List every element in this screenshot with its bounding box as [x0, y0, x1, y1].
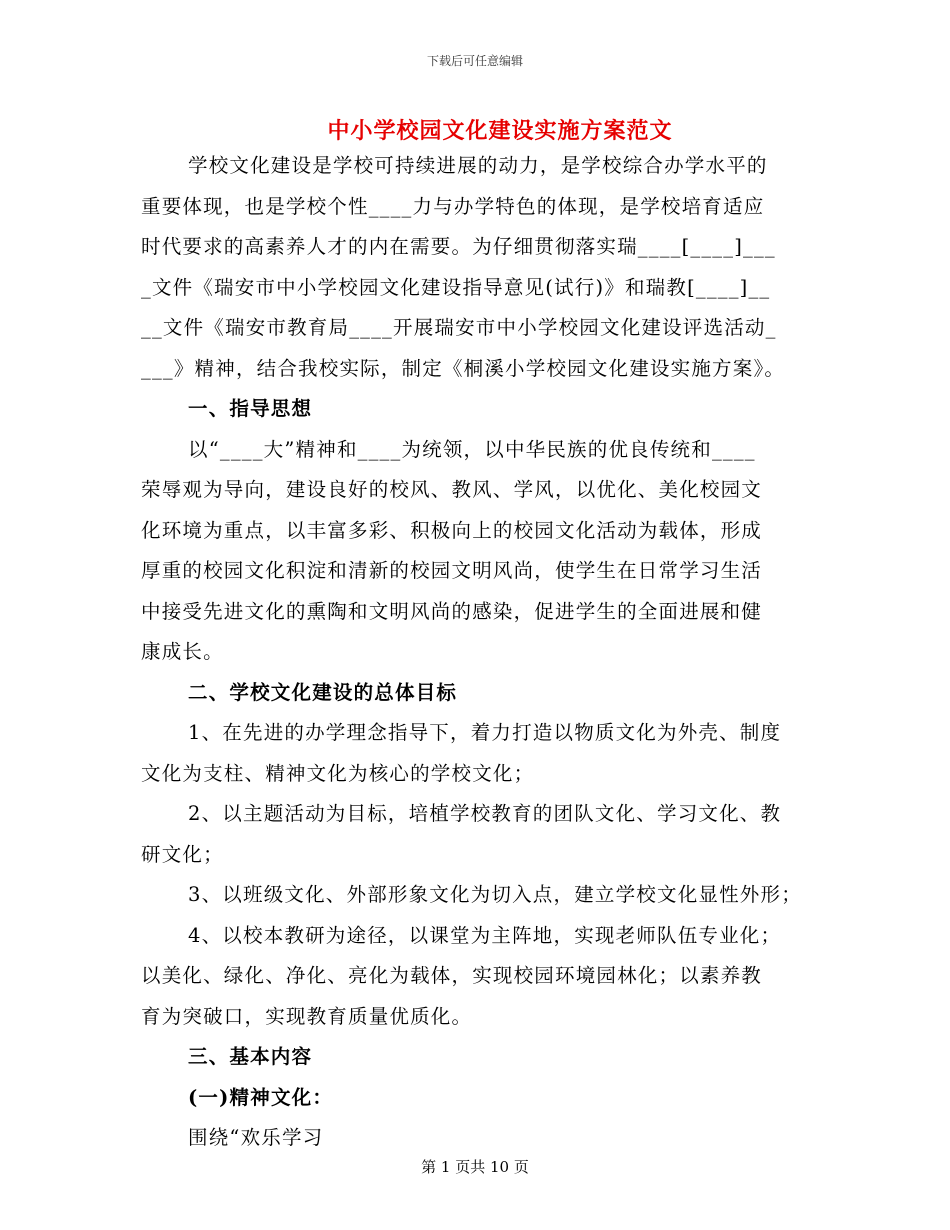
paragraph-line: 以美化、绿化、净化、亮化为载体，实现校园环境园林化；以素养教 — [141, 964, 763, 987]
page-footer: 第 1 页共 10 页 — [421, 1158, 529, 1176]
paragraph-line: 研文化； — [141, 842, 224, 866]
paragraph-line: _文件《瑞安市中小学校园文化建设指导意见(试行)》和瑞教[____]__ — [141, 275, 771, 299]
paragraph-line: 3、以班级文化、外部形象文化为切入点，建立学校文化显性外形； — [188, 883, 802, 906]
paragraph-line: 以“____大”精神和____为统领，以中华民族的优良传统和____ — [188, 437, 756, 461]
paragraph-line: 围绕“欢乐学习 — [188, 1126, 324, 1149]
paragraph-line: 学校文化建设是学校可持续进展的动力，是学校综合办学水平的 — [188, 154, 768, 177]
paragraph-line: 康成长。 — [141, 640, 224, 663]
paragraph-line: 重要体现，也是学校个性____力与办学特色的体现，是学校培育适应 — [141, 194, 765, 218]
paragraph-line: 时代要求的高素养人才的内在需要。为仔细贯彻落实瑞____[____]___ — [141, 235, 776, 258]
paragraph-line: __文件《瑞安市教育局____开展瑞安市中小学校园文化建设评选活动_ — [141, 316, 777, 339]
section-heading: 二、学校文化建设的总体目标 — [188, 680, 458, 704]
page-header: 下载后可任意编辑 — [426, 54, 523, 68]
document-body — [141, 146, 821, 1159]
document-title: 中小学校园文化建设实施方案范文 — [327, 118, 673, 144]
paragraph-line: 厚重的校园文化积淀和清新的校园文明风尚，使学生在日常学习生活 — [141, 559, 763, 582]
section-heading: 三、基本内容 — [188, 1045, 313, 1068]
paragraph-line: 化环境为重点，以丰富多彩、积极向上的校园文化活动为载体，形成 — [141, 518, 763, 542]
section-heading: 一、指导思想 — [188, 397, 313, 420]
paragraph-line: 2、以主题活动为目标，培植学校教育的团队文化、学习文化、教 — [188, 802, 782, 825]
paragraph-line: 荣辱观为导向，建设良好的校风、教风、学风，以优化、美化校园文 — [141, 478, 763, 501]
paragraph-line: 文化为支柱、精神文化为核心的学校文化； — [141, 761, 535, 785]
paragraph-line: 育为突破口，实现教育质量优质化。 — [141, 1004, 473, 1028]
paragraph-line: 中接受先进文化的熏陶和文明风尚的感染，促进学生的全面进展和健 — [141, 599, 763, 623]
section-heading: (一)精神文化： — [188, 1085, 334, 1109]
paragraph-line: 4、以校本教研为途径，以课堂为主阵地，实现老师队伍专业化； — [188, 923, 782, 947]
paragraph-line: 1、在先进的办学理念指导下，着力打造以物质文化为外壳、制度 — [188, 721, 782, 744]
paragraph-line: ___》精神，结合我校实际，制定《桐溪小学校园文化建设实施方案》。 — [141, 356, 786, 380]
